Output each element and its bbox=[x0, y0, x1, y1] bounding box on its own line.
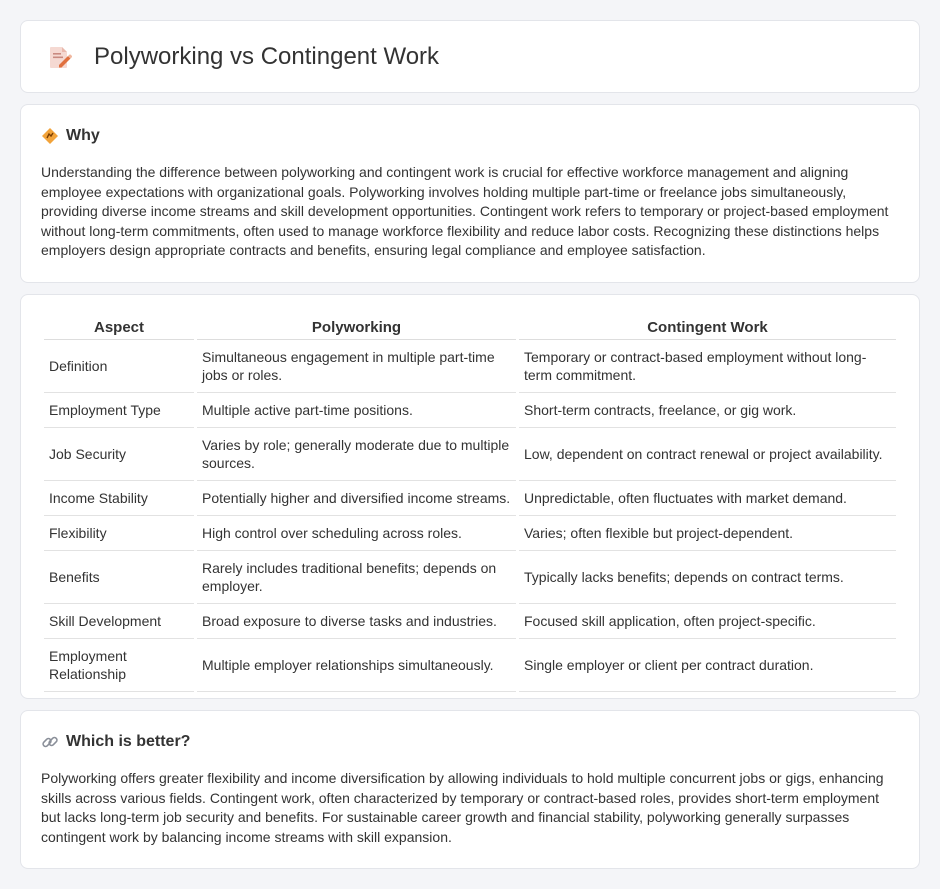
which-better-title: Which is better? bbox=[66, 733, 191, 750]
table-cell: Employment Type bbox=[44, 393, 194, 428]
link-icon bbox=[41, 733, 59, 751]
table-cell: Simultaneous engagement in multiple part-time jobs or roles. bbox=[197, 340, 516, 393]
diamond-sign-icon bbox=[41, 127, 59, 145]
table-cell: Definition bbox=[44, 340, 194, 393]
table-cell: Temporary or contract-based employment without long-term commitment. bbox=[519, 340, 896, 393]
table-cell: Short-term contracts, freelance, or gig work. bbox=[519, 393, 896, 428]
table-cell: Skill Development bbox=[44, 604, 194, 639]
table-cell: Low, dependent on contract renewal or project availability. bbox=[519, 428, 896, 481]
table-cell: Multiple employer relationships simultaneously. bbox=[197, 639, 516, 692]
table-cell: Flexibility bbox=[44, 516, 194, 551]
table-cell: High control over scheduling across roles. bbox=[197, 516, 516, 551]
table-cell: Varies; often flexible but project-dependent. bbox=[519, 516, 896, 551]
document-pencil-icon bbox=[46, 44, 72, 70]
table-cell: Benefits bbox=[44, 551, 194, 604]
table-row bbox=[44, 516, 896, 551]
table-cell: Typically lacks benefits; depends on contract terms. bbox=[519, 551, 896, 604]
page-title: Polyworking vs Contingent Work bbox=[94, 42, 440, 70]
why-title: Why bbox=[66, 127, 100, 144]
table-cell: Job Security bbox=[44, 428, 194, 481]
table-cell: Employment Relationship bbox=[44, 639, 194, 692]
comparison-table bbox=[41, 316, 899, 692]
which-better-text: Polyworking offers greater flexibility and income diversification by allowing individuals to hold multiple concurrent jobs or gigs, enhancing skills across various fields. Contingent work, often characterized by temporary or contract-based roles, provides short-term employment but lacks long-term job security and benefits. For sustainable career growth and financial stability, polyworking generally surpasses contingent work by balancing income streams with skill expansion. bbox=[41, 770, 884, 845]
table-row bbox=[44, 340, 896, 393]
header-card bbox=[20, 20, 920, 93]
table-cell: Potentially higher and diversified income streams. bbox=[197, 481, 516, 516]
which-better-section bbox=[20, 710, 920, 869]
column-header: Polyworking bbox=[197, 316, 516, 340]
table-cell: Single employer or client per contract duration. bbox=[519, 639, 896, 692]
comparison-table-card bbox=[20, 294, 920, 699]
table-cell: Varies by role; generally moderate due to multiple sources. bbox=[197, 428, 516, 481]
why-section bbox=[20, 104, 920, 283]
why-text: Understanding the difference between polyworking and contingent work is crucial for effective workforce management and aligning employee expectations with organizational goals. Polyworking involves holding multiple part-time or freelance jobs simultaneously, providing diverse income streams and skill development opportunities. Contingent work refers to temporary or project-based employment without long-term commitments, often used to manage workforce flexibility and reduce labor costs. Recognizing these distinctions helps employers design appropriate contracts and benefits, ensuring legal compliance and employee satisfaction. bbox=[41, 164, 889, 258]
table-cell: Multiple active part-time positions. bbox=[197, 393, 516, 428]
table-cell: Focused skill application, often project-specific. bbox=[519, 604, 896, 639]
table-cell: Income Stability bbox=[44, 481, 194, 516]
table-row bbox=[44, 604, 896, 639]
table-row bbox=[44, 481, 896, 516]
table-row bbox=[44, 393, 896, 428]
table-row bbox=[44, 639, 896, 692]
table-row bbox=[44, 428, 896, 481]
column-header: Contingent Work bbox=[519, 316, 896, 340]
table-cell: Broad exposure to diverse tasks and industries. bbox=[197, 604, 516, 639]
table-cell: Rarely includes traditional benefits; depends on employer. bbox=[197, 551, 516, 604]
table-row bbox=[44, 551, 896, 604]
table-cell: Unpredictable, often fluctuates with market demand. bbox=[519, 481, 896, 516]
column-header: Aspect bbox=[44, 316, 194, 340]
table-header-row bbox=[44, 316, 896, 340]
